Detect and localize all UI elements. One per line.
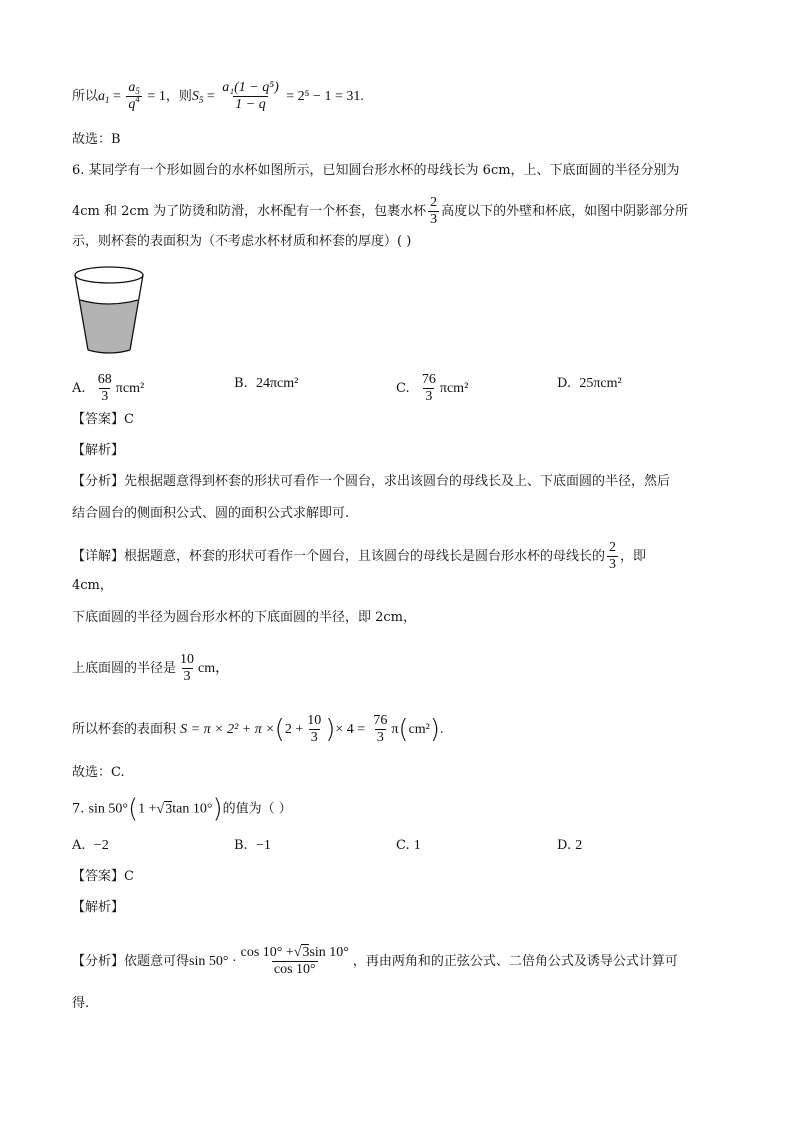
q6-detail-5: 所以杯套的表面积 S = π × 2² + π ×(2 + $\frac{10}{3}$ )× 4 = $\frac{76}{3}$ π(cm²). bbox=[72, 713, 444, 745]
cup-sleeve-shaded bbox=[80, 300, 138, 353]
q7-analysis-2: 得. bbox=[72, 996, 90, 1011]
q6-detail-2: 4cm， bbox=[72, 578, 113, 593]
q7-stem: 7. sin 50°(1 +√3tan 10°)的值为（ ） bbox=[72, 794, 292, 824]
q6-answer: 【答案】C bbox=[72, 412, 134, 427]
q7-answer: 【答案】C bbox=[72, 869, 134, 884]
cup-rim bbox=[75, 267, 143, 283]
q6-option-c[interactable]: C. $\frac{76}{3}$ πcm² bbox=[396, 372, 469, 404]
q6-analysis-2: 结合圆台的侧面积公式、圆的面积公式求解即可. bbox=[72, 506, 350, 521]
fraction-a5-q4: $\frac{a_5}{q^4}$ bbox=[128, 80, 140, 112]
q7-analysis: 【分析】依题意可得sin 50° · $\frac{\cos 10^\circ +√3\sin 10^\circ}{\cos 10^\circ}$ ，再由两角和的正弦公式、二倍角公式及诱导公式计算可 bbox=[72, 945, 678, 977]
q7-option-a[interactable]: A. −2 bbox=[72, 838, 109, 853]
cup-figure bbox=[72, 264, 146, 360]
q6-text-line1: 6. 某同学有一个形如圆台的水杯如图所示，已知圆台形水杯的母线长为 6cm，上、下底面圆的半径分别为 bbox=[72, 163, 680, 178]
prev-solution-formula: 所以$a_1$ = $\frac{a_5}{q^4}$ = 1，则$S_5$ = $\frac{\text{a₁(1 − q⁵)}}{1 - q}$ = 2⁵ − 1 = 31. bbox=[72, 80, 364, 112]
fraction-two-thirds: $\frac{2}{3}$ bbox=[430, 195, 438, 227]
q6-option-d[interactable]: D. 25πcm² bbox=[557, 376, 622, 391]
q6-detail: 【详解】根据题意，杯套的形状可看作一个圆台，且该圆台的母线长是圆台形水杯的母线长的 $\frac{2}{3}$ ，即 bbox=[72, 540, 647, 572]
q6-option-b[interactable]: B. 24πcm² bbox=[234, 376, 299, 391]
q7-option-c[interactable]: C. 1 bbox=[396, 838, 421, 853]
q6-analysis: 【分析】先根据题意得到杯套的形状可看作一个圆台，求出该圆台的母线长及上、下底面圆的半径，然后 bbox=[72, 474, 671, 489]
q6-text-line2: 4cm 和 2cm 为了防烫和防滑，水杯配有一个杯套，包裹水杯 $\frac{2}{3}$ 高度以下的外壁和杯底，如图中阴影部分所 bbox=[72, 195, 689, 227]
q6-detail-3: 下底面圆的半径为圆台形水杯的下底面圆的半径，即 2cm， bbox=[72, 610, 417, 625]
q6-option-a[interactable]: A. $\frac{68}{3}$ πcm² bbox=[72, 372, 145, 404]
fraction-s5: $\frac{\text{a₁(1 − q⁵)}}{1 - q}$ bbox=[222, 80, 279, 112]
q6-detail-4: 上底面圆的半径是 $\frac{10}{3}$ cm， bbox=[72, 652, 230, 684]
q7-option-b[interactable]: B. −1 bbox=[234, 838, 271, 853]
q7-analysis-head: 【解析】 bbox=[72, 900, 125, 915]
q7-option-d[interactable]: D. 2 bbox=[557, 838, 583, 853]
q6-text-line3: 示，则杯套的表面积为（不考虑水杯材质和杯套的厚度）( ) bbox=[72, 234, 412, 249]
q6-choose: 故选：C. bbox=[72, 765, 125, 780]
q6-analysis-head: 【解析】 bbox=[72, 443, 125, 458]
prev-choose: 故选：B bbox=[72, 132, 121, 147]
